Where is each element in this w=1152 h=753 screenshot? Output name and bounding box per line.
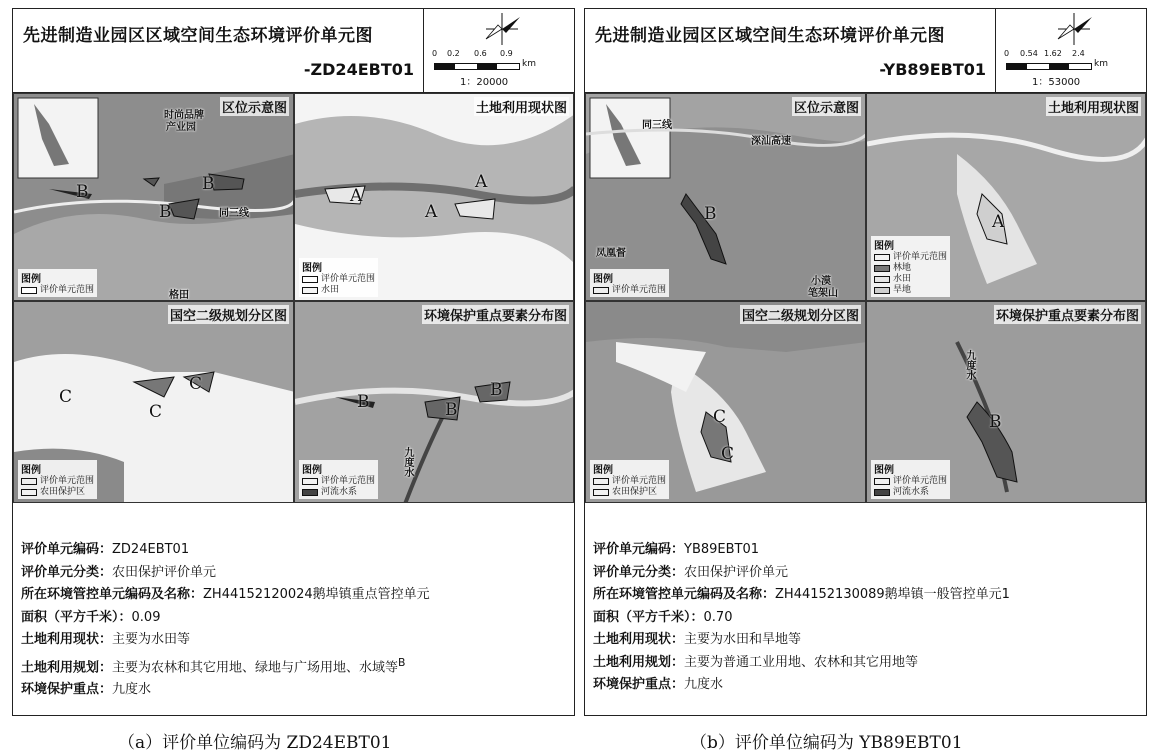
unit-mark: A [992, 212, 1005, 232]
place-label: 凤凰督 [596, 248, 626, 259]
scale-tick: 0 [1004, 49, 1010, 58]
legend-label: 评价单元范围 [893, 252, 948, 262]
unit-mark: B [159, 202, 172, 222]
info-row [21, 607, 430, 630]
unit-mark: C [721, 444, 735, 464]
map-grid [13, 93, 574, 503]
map-grid [585, 93, 1146, 503]
map-legend [590, 460, 669, 499]
info-value: 九度水 [112, 682, 152, 698]
farmland-swatch [593, 489, 609, 496]
legend-item [874, 476, 947, 487]
legend-item [874, 274, 947, 285]
unit-mark: C [59, 387, 73, 407]
info-row [21, 562, 430, 585]
legend-item [593, 476, 666, 487]
info-row [593, 539, 1010, 562]
env-protection-map [294, 301, 574, 503]
unit-mark: B [76, 182, 89, 202]
info-value: YB89EBT01 [684, 542, 760, 557]
legend-item [874, 487, 947, 498]
scale-tick: 0.54 [1020, 49, 1038, 58]
unit-info [21, 539, 430, 702]
info-value: ZH44152130089鹅埠镇一般管控单元1 [775, 587, 1010, 602]
stray-mark: B [398, 655, 406, 669]
legend-item [21, 487, 94, 498]
dryland-swatch [874, 287, 890, 294]
legend-title: 图例 [874, 465, 894, 476]
map-title: 先进制造业园区区域空间生态环境评价单元图 [595, 26, 945, 46]
legend-title: 图例 [874, 241, 894, 252]
map-legend [18, 269, 97, 297]
legend-item [21, 476, 94, 487]
unit-boundary-swatch [593, 287, 609, 294]
info-key: 土地利用规划： [593, 654, 685, 670]
caption-b: （b）评价单位编码为 YB89EBT01 [690, 733, 963, 753]
legend-title: 图例 [21, 274, 41, 285]
info-key: 评价单元分类： [21, 564, 113, 580]
info-value: ZH44152120024鹅埠镇重点管控单元 [203, 587, 430, 602]
info-key: 评价单元编码： [593, 542, 685, 557]
info-row [593, 607, 1010, 630]
paddy-swatch [302, 287, 318, 294]
info-key: 面积（平方千米）： [21, 609, 132, 625]
unit-code-title: -ZD24EBT01 [303, 60, 414, 79]
scale-unit: km [1094, 59, 1108, 69]
north-arrow-icon [1054, 11, 1094, 47]
unit-mark: B [357, 392, 370, 412]
unit-mark: C [713, 407, 727, 427]
scale-unit: km [522, 59, 536, 69]
info-row [21, 539, 430, 562]
info-key: 土地利用规划： [21, 659, 113, 675]
unit-mark: B [445, 400, 458, 420]
info-value: 主要为普通工业用地、农林和其它用地等 [684, 654, 919, 670]
legend-item [593, 285, 666, 296]
legend-item [302, 274, 375, 285]
info-value: 农田保护评价单元 [112, 564, 217, 580]
map-legend [871, 460, 950, 499]
legend-label: 水田 [321, 285, 340, 295]
legend-item [874, 285, 947, 296]
legend-item [302, 285, 375, 296]
info-key: 环境保护重点： [593, 677, 685, 692]
info-value: ZD24EBT01 [112, 542, 190, 557]
place-label: 产业园 [166, 122, 196, 133]
info-key: 土地利用现状： [21, 632, 113, 647]
map-legend [299, 258, 378, 297]
scale-tick: 0 [432, 49, 438, 58]
map-legend [18, 460, 97, 499]
legend-label: 旱地 [893, 285, 912, 295]
info-row [593, 674, 1010, 697]
legend-item [593, 487, 666, 498]
zoning-map [585, 301, 866, 503]
legend-label: 农田保护区 [40, 487, 86, 497]
land-use-map [294, 93, 574, 301]
info-key: 评价单元分类： [593, 564, 685, 580]
farmland-swatch [21, 489, 37, 496]
env-protection-map [866, 301, 1146, 503]
info-row [21, 629, 430, 652]
map-legend [299, 460, 378, 499]
info-row [21, 679, 430, 702]
paddy-swatch [874, 276, 890, 283]
unit-code-title: -YB89EBT01 [879, 60, 986, 79]
legend-item [874, 252, 947, 263]
unit-mark: C [149, 402, 163, 422]
unit-boundary-swatch [21, 287, 37, 294]
place-label: 时尚品牌 [164, 110, 204, 121]
info-key: 环境保护重点： [21, 682, 113, 698]
map-legend [871, 236, 950, 297]
legend-title: 图例 [21, 465, 41, 476]
scale-ratio: 1：20000 [460, 77, 509, 88]
panel-b-header [585, 9, 1146, 93]
panel-a [12, 8, 575, 716]
legend-label: 水田 [893, 274, 912, 284]
place-label: 笔架山 [808, 288, 838, 299]
land-use-map-title: 土地利用现状图 [1046, 97, 1141, 116]
info-key: 面积（平方千米）： [593, 609, 704, 625]
legend-label: 河流水系 [321, 487, 358, 497]
env-map-title: 环境保护重点要素分布图 [422, 305, 569, 324]
info-row [593, 652, 1010, 675]
river-swatch [874, 489, 890, 496]
zoning-map-title: 国空二级规划分区图 [740, 305, 861, 324]
unit-boundary-swatch [21, 478, 37, 485]
info-key: 评价单元编码： [21, 542, 113, 557]
compass-scale-box [995, 9, 1146, 92]
unit-mark: A [425, 202, 438, 222]
forest-swatch [874, 265, 890, 272]
info-row [593, 629, 1010, 652]
caption-a: （a）评价单位编码为 ZD24EBT01 [118, 733, 392, 753]
land-use-map [866, 93, 1146, 301]
info-row [593, 584, 1010, 607]
unit-info [593, 539, 1010, 697]
info-row [21, 584, 430, 607]
legend-label: 农田保护区 [612, 487, 658, 497]
legend-item [874, 263, 947, 274]
legend-title: 图例 [302, 263, 322, 274]
scale-tick: 0.9 [500, 49, 513, 58]
unit-mark: B [989, 412, 1002, 432]
legend-label: 评价单元范围 [612, 285, 667, 295]
info-value: 0.70 [703, 609, 733, 625]
unit-mark: B [202, 174, 215, 194]
legend-label: 河流水系 [893, 487, 930, 497]
info-key: 所在环境管控单元编码及名称： [593, 587, 776, 602]
unit-mark: B [704, 204, 717, 224]
road-label: 深汕高速 [751, 136, 791, 147]
legend-title: 图例 [593, 465, 613, 476]
map-legend [590, 269, 669, 297]
land-use-map-title: 土地利用现状图 [474, 97, 569, 116]
unit-boundary-swatch [593, 478, 609, 485]
location-map-title: 区位示意图 [220, 97, 289, 116]
zoning-map [13, 301, 294, 503]
legend-title: 图例 [302, 465, 322, 476]
scale-tick: 1.62 [1044, 49, 1062, 58]
place-label: 小漠 [811, 276, 831, 287]
panel-a-header [13, 9, 574, 93]
info-value: 主要为水田和旱地等 [684, 632, 802, 647]
location-map-title: 区位示意图 [792, 97, 861, 116]
legend-label: 评价单元范围 [40, 285, 95, 295]
road-label: 同三线 [642, 120, 672, 131]
env-map-title: 环境保护重点要素分布图 [994, 305, 1141, 324]
info-row [593, 562, 1010, 585]
unit-boundary-swatch [302, 478, 318, 485]
location-map [585, 93, 866, 301]
zoning-map-title: 国空二级规划分区图 [168, 305, 289, 324]
unit-boundary-swatch [874, 478, 890, 485]
unit-boundary-swatch [874, 254, 890, 261]
scale-tick: 0.6 [474, 49, 487, 58]
info-value: 0.09 [131, 609, 161, 625]
info-key: 土地利用现状： [593, 632, 685, 647]
info-value: 主要为水田等 [112, 632, 191, 647]
panel-b [584, 8, 1147, 716]
scale-tick: 0.2 [447, 49, 460, 58]
scale-bar [434, 63, 520, 70]
north-arrow-icon [482, 11, 522, 47]
scale-ratio: 1：53000 [1032, 77, 1081, 88]
legend-label: 评价单元范围 [893, 476, 948, 486]
place-label: 格田 [169, 290, 189, 301]
legend-label: 评价单元范围 [40, 476, 95, 486]
compass-scale-box [423, 9, 574, 92]
river-swatch [302, 489, 318, 496]
river-label: 九度水 [964, 350, 975, 380]
scale-tick: 2.4 [1072, 49, 1085, 58]
info-value: 农田保护评价单元 [684, 564, 789, 580]
info-value: 主要为农林和其它用地、绿地与广场用地、水域等 [112, 659, 399, 675]
legend-item [302, 476, 375, 487]
unit-boundary-swatch [302, 276, 318, 283]
legend-label: 林地 [893, 263, 912, 273]
legend-title: 图例 [593, 274, 613, 285]
road-label: 同三线 [219, 208, 249, 219]
legend-label: 评价单元范围 [321, 476, 376, 486]
unit-mark: C [189, 374, 203, 394]
info-row [21, 652, 430, 680]
unit-mark: A [350, 186, 363, 206]
river-label: 九度水 [402, 447, 413, 477]
legend-label: 评价单元范围 [612, 476, 667, 486]
legend-label: 评价单元范围 [321, 274, 376, 284]
unit-mark: A [475, 172, 488, 192]
unit-mark: B [490, 380, 503, 400]
scale-bar [1006, 63, 1092, 70]
legend-item [302, 487, 375, 498]
map-title: 先进制造业园区区域空间生态环境评价单元图 [23, 26, 373, 46]
location-map [13, 93, 294, 301]
legend-item [21, 285, 94, 296]
info-key: 所在环境管控单元编码及名称： [21, 587, 204, 602]
info-value: 九度水 [684, 677, 724, 692]
